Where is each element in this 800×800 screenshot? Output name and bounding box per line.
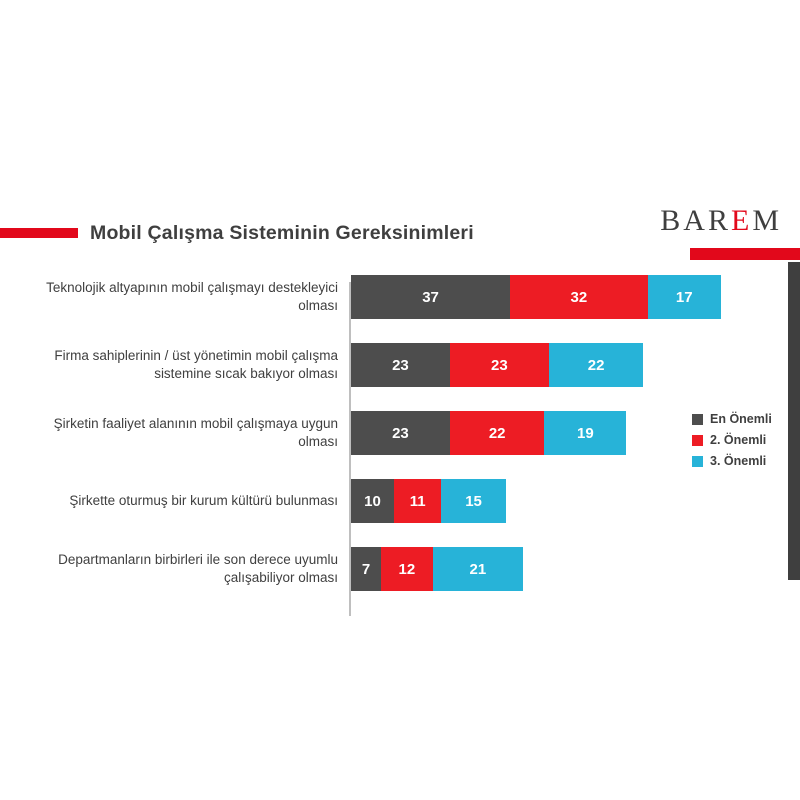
chart-row-label: Departmanların birbirleri ile son derece uyumlu çalışabiliyor olması: [58, 551, 338, 585]
stacked-bar-chart: [0, 272, 800, 622]
bar-segment: [441, 479, 506, 523]
bar-value-label: 12: [398, 560, 416, 578]
logo-text-after: M: [752, 204, 782, 237]
legend-swatch-icon: [692, 435, 703, 446]
chart-row-label: Firma sahiplerinin / üst yönetimin mobil çalışma sistemine sıcak bakıyor olması: [54, 347, 338, 381]
bar-segment: [510, 275, 648, 319]
chart-row-bars: [351, 275, 721, 319]
legend-label: 3. Önemli: [710, 454, 767, 468]
bar-value-label: 11: [409, 492, 426, 510]
bar-segment: [351, 275, 510, 319]
chart-row: [0, 340, 800, 390]
chart-row: [0, 272, 800, 322]
bar-value-label: 32: [570, 288, 588, 306]
legend-item: [692, 412, 800, 426]
legend-item: [692, 433, 800, 447]
logo-accent-letter: E: [730, 204, 753, 237]
chart-row-bars: [351, 411, 626, 455]
bar-value-label: 22: [488, 424, 506, 442]
bar-value-label: 10: [364, 492, 381, 510]
bar-segment: [351, 547, 381, 591]
bar-segment: [549, 343, 644, 387]
bar-value-label: 23: [392, 424, 409, 442]
bar-value-label: 23: [392, 356, 409, 374]
legend-item: [692, 454, 800, 468]
page-title: Mobil Çalışma Sisteminin Gereksinimleri: [90, 222, 474, 244]
legend-label: En Önemli: [710, 412, 772, 426]
chart-row: [0, 544, 800, 594]
chart-row: [0, 408, 800, 458]
bar-value-label: 22: [587, 356, 605, 374]
bar-segment: [450, 411, 545, 455]
title-accent-bar: [0, 228, 78, 238]
bar-value-label: 19: [576, 424, 594, 442]
bar-segment: [648, 275, 721, 319]
bar-value-label: 23: [490, 356, 508, 374]
chart-row-bars: [351, 343, 643, 387]
bar-segment: [351, 479, 394, 523]
chart-row: [0, 476, 800, 526]
chart-row-bars: [351, 479, 506, 523]
logo-accent-bar: [690, 248, 800, 260]
chart-row-bars: [351, 547, 523, 591]
legend-label: 2. Önemli: [710, 433, 767, 447]
bar-value-label: 15: [465, 492, 482, 510]
bar-segment: [351, 411, 450, 455]
bar-value-label: 37: [422, 288, 439, 306]
bar-segment: [450, 343, 549, 387]
legend-swatch-icon: [692, 414, 703, 425]
chart-row-label: Teknolojik altyapının mobil çalışmayı destekleyici olması: [46, 279, 338, 313]
bar-segment: [433, 547, 523, 591]
bar-value-label: 7: [361, 560, 371, 578]
bar-segment: [381, 547, 433, 591]
bar-value-label: 21: [469, 560, 487, 578]
legend-swatch-icon: [692, 456, 703, 467]
chart-row-label: Şirketin faaliyet alanının mobil çalışmaya uygun olması: [53, 415, 338, 449]
bar-segment: [544, 411, 626, 455]
chart-row-label: Şirkette oturmuş bir kurum kültürü bulunması: [69, 492, 338, 508]
bar-value-label: 17: [675, 288, 693, 306]
bar-segment: [351, 343, 450, 387]
logo-text: [660, 204, 782, 238]
chart-legend: [692, 412, 800, 475]
logo-text-before: BAR: [660, 204, 731, 237]
bar-segment: [394, 479, 441, 523]
